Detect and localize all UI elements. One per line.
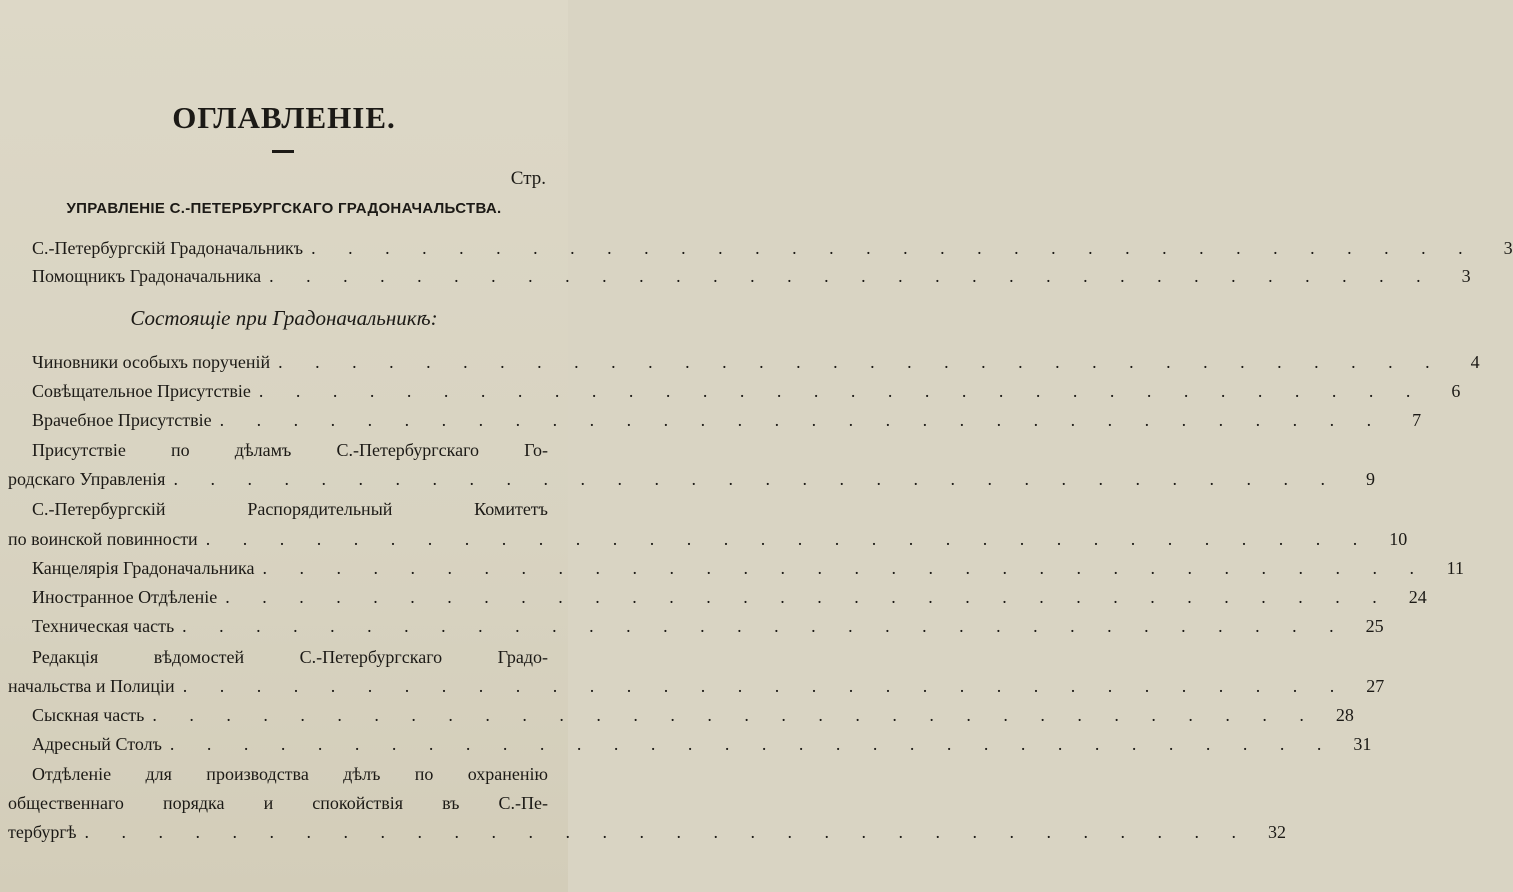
toc-entry <box>32 348 1480 376</box>
leader-dots: . . . . . . . . . . . . . . . . . . . . . . . . . . . . . . . . <box>182 616 1348 636</box>
toc-entry-page: 32 <box>1267 822 1286 842</box>
toc-entry-page: 27 <box>1366 676 1385 696</box>
toc-entry-text: Врачебное Присутствіе <box>32 410 212 430</box>
toc-entry <box>32 612 1384 640</box>
leader-dots: . . . . . . . . . . . . . . . . . . . . . . . . . . . . . . . . <box>311 238 1477 258</box>
toc-entry-text: Совѣщательное Присутствіе <box>32 381 251 401</box>
toc-entry-text: родскаго Управленія <box>8 469 166 489</box>
toc-entry-line <box>32 495 548 523</box>
toc-entry-continuation <box>8 525 1408 553</box>
toc-entry-page: 10 <box>1389 529 1408 549</box>
leader-dots: . . . . . . . . . . . . . . . . . . . . . . . . . . . . . . . . <box>152 705 1318 725</box>
toc-entry-continuation <box>8 672 1385 700</box>
leader-dots: . . . . . . . . . . . . . . . . . . . . . . . . . . . . . . . . <box>84 822 1250 842</box>
toc-entry <box>32 583 1427 611</box>
section-heading: УПРАВЛЕНІЕ С.-ПЕТЕРБУРГСКАГО ГРАДОНАЧАЛЬСТВА. <box>66 200 502 217</box>
toc-entry-continuation <box>8 465 1375 493</box>
toc-entry-text: Адресный Столъ <box>32 734 162 754</box>
leader-dots: . . . . . . . . . . . . . . . . . . . . . . . . . . . . . . . . <box>182 676 1349 696</box>
toc-entry-line <box>32 436 548 464</box>
leader-dots: . . . . . . . . . . . . . . . . . . . . . . . . . . . . . . . . <box>278 352 1444 372</box>
toc-entry-text: Помощникъ Градоначальника <box>32 266 262 286</box>
toc-entry <box>32 730 1372 758</box>
leader-dots: . . . . . . . . . . . . . . . . . . . . . . . . . . . . . . . . <box>225 587 1391 607</box>
toc-entry-text: Техническая часть <box>32 616 175 636</box>
toc-entry-text: С.-Петербургскій Распорядительный Комитетъ <box>32 499 548 519</box>
leader-dots: . . . . . . . . . . . . . . . . . . . . . . . . . . . . . . . . <box>258 381 1425 401</box>
toc-entry-page: 9 <box>1365 469 1375 489</box>
toc-entry-page: 25 <box>1365 616 1384 636</box>
leader-dots: . . . . . . . . . . . . . . . . . . . . . . . . . . . . . . . . <box>269 266 1435 286</box>
toc-entry-continuation <box>8 818 1286 846</box>
subheading: Состоящіе при Градоначальникѣ: <box>130 306 438 330</box>
toc-entry-page: 3 <box>1503 238 1513 258</box>
toc-entry-line <box>32 760 548 788</box>
toc-entry-page: 4 <box>1470 352 1480 372</box>
toc-entry-text: тербургѣ <box>8 822 77 842</box>
toc-entry-text: общественнаго порядка и спокойствія въ С.-Пе- <box>8 793 548 813</box>
toc-entry-page: 3 <box>1461 266 1471 286</box>
leader-dots: . . . . . . . . . . . . . . . . . . . . . . . . . . . . . . . . <box>219 410 1386 430</box>
toc-entry-page: 28 <box>1335 705 1354 725</box>
toc-entry-page: 6 <box>1451 381 1461 401</box>
toc-entry <box>32 554 1464 582</box>
leader-dots: . . . . . . . . . . . . . . . . . . . . . . . . . . . . . . . . <box>205 529 1372 549</box>
toc-entry <box>32 701 1354 729</box>
toc-entry-page: 24 <box>1408 587 1427 607</box>
toc-entry-text: Сыскная часть <box>32 705 145 725</box>
toc-entry-line <box>32 643 548 671</box>
toc-entry <box>32 377 1461 405</box>
toc-entry-page: 31 <box>1353 734 1372 754</box>
toc-entry-text: Отдѣленіе для производства дѣлъ по охраненію <box>32 764 548 784</box>
toc-entry-text: Иностранное Отдѣленіе <box>32 587 218 607</box>
page-column-label: Стр. <box>510 168 546 189</box>
page-title: ОГЛАВЛЕНІЕ. <box>172 100 396 135</box>
toc-entry-text: Присутствіе по дѣламъ С.-Петербургскаго Го- <box>32 440 548 460</box>
toc-entry-text: Канцелярія Градоначальника <box>32 558 255 578</box>
toc-entry-continuation <box>8 789 548 817</box>
toc-entry-page: 7 <box>1412 410 1422 430</box>
toc-entry-text: Редакція вѣдомостей С.-Петербургскаго Градо- <box>32 647 548 667</box>
leader-dots: . . . . . . . . . . . . . . . . . . . . . . . . . . . . . . . . <box>173 469 1339 489</box>
toc-entry-page: 11 <box>1446 558 1464 578</box>
toc-entry-text: по воинской повинности <box>8 529 198 549</box>
toc-entry <box>32 406 1422 434</box>
toc-entry-text: начальства и Полиціи <box>8 676 175 696</box>
leader-dots: . . . . . . . . . . . . . . . . . . . . . . . . . . . . . . . . <box>262 558 1428 578</box>
toc-entry-text: Чиновники особыхъ порученій <box>32 352 271 372</box>
toc-entry-text: С.-Петербургскій Градоначальникъ <box>32 238 304 258</box>
leader-dots: . . . . . . . . . . . . . . . . . . . . . . . . . . . . . . . . <box>169 734 1336 754</box>
